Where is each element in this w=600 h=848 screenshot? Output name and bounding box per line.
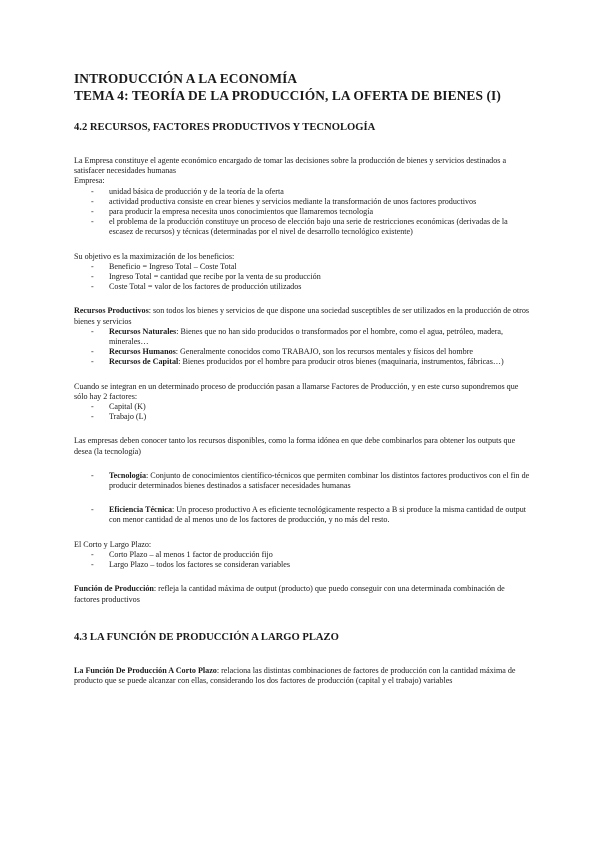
- list-item: - Eficiencia Técnica: Un proceso productivo A es eficiente tecnológicamente respecto a B si produce la misma cantidad de output con menor cantidad de al menos uno de los factores de producción, y no más del resto.: [91, 505, 527, 525]
- dash-bullet: -: [91, 470, 94, 480]
- list-item: - Largo Plazo – todos los factores se consideran variables: [91, 560, 291, 570]
- list-item: - Capital (K): [91, 402, 146, 412]
- dash-bullet: -: [91, 261, 94, 271]
- dash-bullet: -: [91, 505, 94, 515]
- corto-largo-label: El Corto y Largo Plazo:: [74, 539, 152, 549]
- dash-bullet: -: [91, 402, 94, 412]
- objetivo-paragraph: Su objetivo es la maximización de los beneficios:: [74, 251, 235, 261]
- factores-list: [74, 402, 530, 422]
- list-item: - para producir la empresa necesita unos conocimientos que llamaremos tecnología: [91, 207, 374, 217]
- eficiencia-list: [74, 505, 530, 525]
- funcion-corto-plazo-paragraph: La Función De Producción A Corto Plazo: relaciona las distintas combinaciones de factores de producción con la cantidad máxima de producto que se puede alcanzar con ellas, considerando los dos factores de producción (capital y el trabajo) variables: [74, 665, 516, 685]
- list-item: - el problema de la producción constituye un proceso de elección bajo una serie de restricciones económicas (derivadas de la escasez de recursos) y técnicas (determinadas por el nivel de desarrollo tecnológico existente): [91, 217, 508, 237]
- empresa-list: [74, 187, 530, 238]
- empresas-paragraph: Las empresas deben conocer tanto los recursos disponibles, como la forma idónea en que debe combinarlos para obtener los outputs que desea (la tecnología): [74, 436, 516, 456]
- document-body: [74, 70, 530, 686]
- dash-bullet: -: [91, 560, 94, 570]
- document-subtitle: TEMA 4: TEORÍA DE LA PRODUCCIÓN, LA OFERTA DE BIENES (I): [74, 88, 501, 103]
- objetivo-list: [74, 262, 530, 293]
- plazo-list: [74, 550, 530, 570]
- recursos-list: [74, 327, 530, 368]
- list-item: - unidad básica de producción y de la teoría de la oferta: [91, 186, 284, 196]
- empresa-label: Empresa:: [74, 176, 105, 186]
- list-item: - Trabajo (L): [91, 412, 147, 422]
- dash-bullet: -: [91, 282, 94, 292]
- dash-bullet: -: [91, 272, 94, 282]
- list-item: - Coste Total = valor de los factores de producción utilizados: [91, 282, 302, 292]
- recursos-paragraph: Recursos Productivos: son todos los bienes y servicios de que dispone una sociedad susceptibles de ser utilizados en la producción de otros bienes y servicios: [74, 306, 530, 326]
- dash-bullet: -: [91, 412, 94, 422]
- list-item: - Corto Plazo – al menos 1 factor de producción fijo: [91, 549, 273, 559]
- dash-bullet: -: [91, 207, 94, 217]
- list-item: - Recursos Naturales: Bienes que no han sido producidos o transformados por el hombre, como el agua, petróleo, madera, minerales…: [91, 326, 504, 347]
- intro-paragraph: La Empresa constituye el agente económico encargado de tomar las decisiones sobre la producción de bienes y servicios destinados a satisfacer necesidades humanas: [74, 156, 507, 176]
- tecnologia-list: [74, 471, 530, 491]
- list-item: - Recursos de Capital: Bienes producidos por el hombre para producir otros bienes (maquinaria, instrumentos, fábricas…): [91, 357, 504, 367]
- list-item: - Tecnología: Conjunto de conocimientos científico-técnicos que permiten combinar los distintos factores productivos con el fin de producir determinados bienes destinados a satisfacer necesidades humanas: [91, 470, 530, 491]
- funcion-produccion-paragraph: Función de Producción: refleja la cantidad máxima de output (producto) que puedo conseguir con una determinada combinación de factores productivos: [74, 584, 505, 604]
- dash-bullet: -: [91, 217, 94, 227]
- section-heading-4-2: 4.2 RECURSOS, FACTORES PRODUCTIVOS Y TECNOLOGÍA: [74, 122, 376, 133]
- factores-paragraph: Cuando se integran en un determinado proceso de producción pasan a llamarse Factores de Producción, y en este curso supondremos que sólo hay 2 factores:: [74, 381, 519, 401]
- dash-bullet: -: [91, 549, 94, 559]
- recursos-term: Recursos Productivos: [74, 306, 149, 316]
- dash-bullet: -: [91, 186, 94, 196]
- document-title: INTRODUCCIÓN A LA ECONOMÍA: [74, 71, 298, 86]
- list-item: - Recursos Humanos: Generalmente conocidos como TRABAJO, son los recursos mentales y físicos del hombre: [91, 347, 474, 357]
- dash-bullet: -: [91, 326, 94, 336]
- list-item: - actividad productiva consiste en crear bienes y servicios mediante la transformación de unos factores productivos: [91, 196, 477, 206]
- list-item: - Ingreso Total = cantidad que recibe por la venta de su producción: [91, 272, 321, 282]
- dash-bullet: -: [91, 196, 94, 206]
- list-item: - Beneficio = Ingreso Total – Coste Total: [91, 261, 237, 271]
- dash-bullet: -: [91, 357, 94, 367]
- dash-bullet: -: [91, 347, 94, 357]
- section-heading-4-3: 4.3 LA FUNCIÓN DE PRODUCCIÓN A LARGO PLAZO: [74, 631, 339, 643]
